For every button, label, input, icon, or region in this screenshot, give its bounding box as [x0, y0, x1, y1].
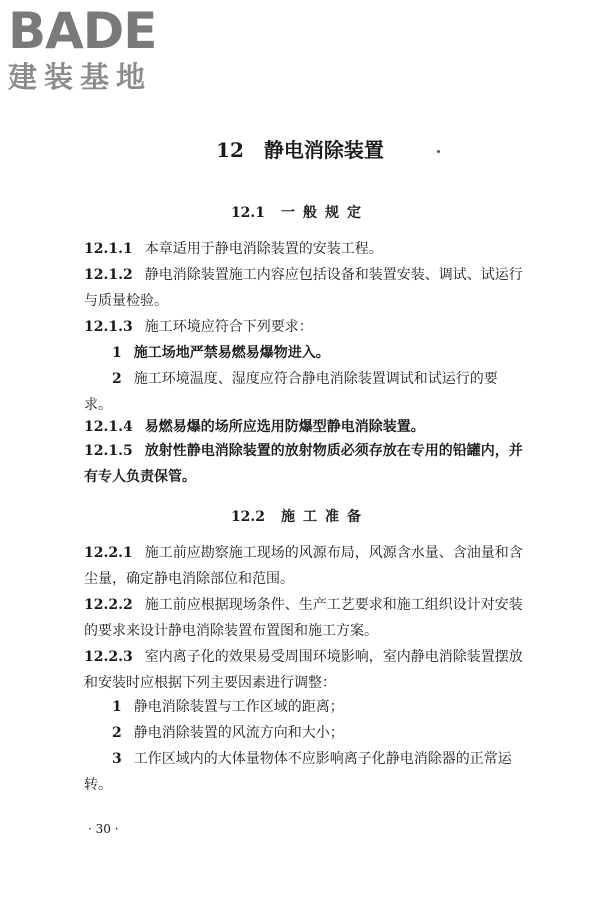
clause	[84, 314, 524, 340]
clause-text: 本章适用于静电消除装置的安装工程。	[144, 241, 383, 257]
chapter-name: 静电消除装置	[263, 138, 384, 162]
item-text: 静电消除装置的风流方向和大小；	[133, 725, 344, 741]
item-number: 2	[112, 371, 122, 387]
clause	[84, 236, 524, 262]
clause-number: 12.2.2	[84, 597, 133, 613]
clause-number: 12.1.3	[84, 319, 133, 335]
section-number: 12.2	[230, 509, 266, 525]
clause-text: 放射性静电消除装置的放射物质必须存放在专用的铅罐内，并有专人负责保管。	[84, 443, 523, 485]
clause-number: 12.2.3	[84, 649, 133, 665]
clause-text: 静电消除装置施工内容应包括设备和装置安装、调试、试运行与质量检验。	[84, 267, 523, 309]
logo-subtitle: 建装基地	[8, 60, 153, 94]
clause-number: 12.1.5	[84, 443, 133, 459]
list-item	[84, 720, 524, 746]
chapter-number: 12	[216, 138, 244, 162]
item-number: 1	[112, 345, 122, 361]
chapter-title	[0, 134, 600, 163]
section-heading	[0, 202, 600, 222]
list-item	[84, 694, 524, 720]
list-item	[84, 746, 524, 798]
logo-brand: BADE	[8, 2, 157, 60]
clause-number: 12.1.1	[84, 241, 133, 257]
page-number: · 30 ·	[88, 822, 119, 836]
clause	[84, 414, 524, 440]
section-heading	[0, 506, 600, 526]
bade-logo	[8, 2, 178, 94]
clause	[84, 540, 524, 592]
item-text: 工作区域内的大体量物体不应影响离子化静电消除器的正常运转。	[84, 751, 512, 793]
clause	[84, 592, 524, 644]
clause-text: 施工前应根据现场条件、生产工艺要求和施工组织设计对安装的要求来设计静电消除装置布置图和施工方案。	[84, 597, 523, 639]
clause-number: 12.1.2	[84, 267, 133, 283]
item-number: 1	[112, 699, 122, 715]
clause-text: 易燃易爆的场所应选用防爆型静电消除装置。	[144, 419, 425, 435]
clause-text: 室内离子化的效果易受周围环境影响，室内静电消除装置摆放和安装时应根据下列主要因素进行调整：	[84, 649, 523, 691]
clause-text: 施工环境应符合下列要求：	[144, 319, 313, 335]
clause	[84, 262, 524, 314]
section-title: 一般规定	[281, 205, 370, 221]
item-text: 施工环境温度、湿度应符合静电消除装置调试和试运行的要求。	[84, 371, 498, 413]
item-number: 2	[112, 725, 122, 741]
section-number: 12.1	[230, 205, 266, 221]
clause	[84, 644, 524, 696]
scan-speck	[437, 150, 440, 153]
list-item	[84, 366, 524, 418]
clause-text: 施工前应勘察施工现场的风源布局，风源含水量、含油量和含尘量，确定静电消除部位和范围。	[84, 545, 523, 587]
clause	[84, 438, 524, 490]
item-text: 施工场地严禁易燃易爆物进入。	[133, 345, 330, 361]
item-text: 静电消除装置与工作区域的距离；	[133, 699, 344, 715]
clause-number: 12.2.1	[84, 545, 133, 561]
clause-number: 12.1.4	[84, 419, 133, 435]
item-number: 3	[112, 751, 122, 767]
section-title: 施工准备	[281, 509, 370, 525]
list-item	[84, 340, 524, 366]
